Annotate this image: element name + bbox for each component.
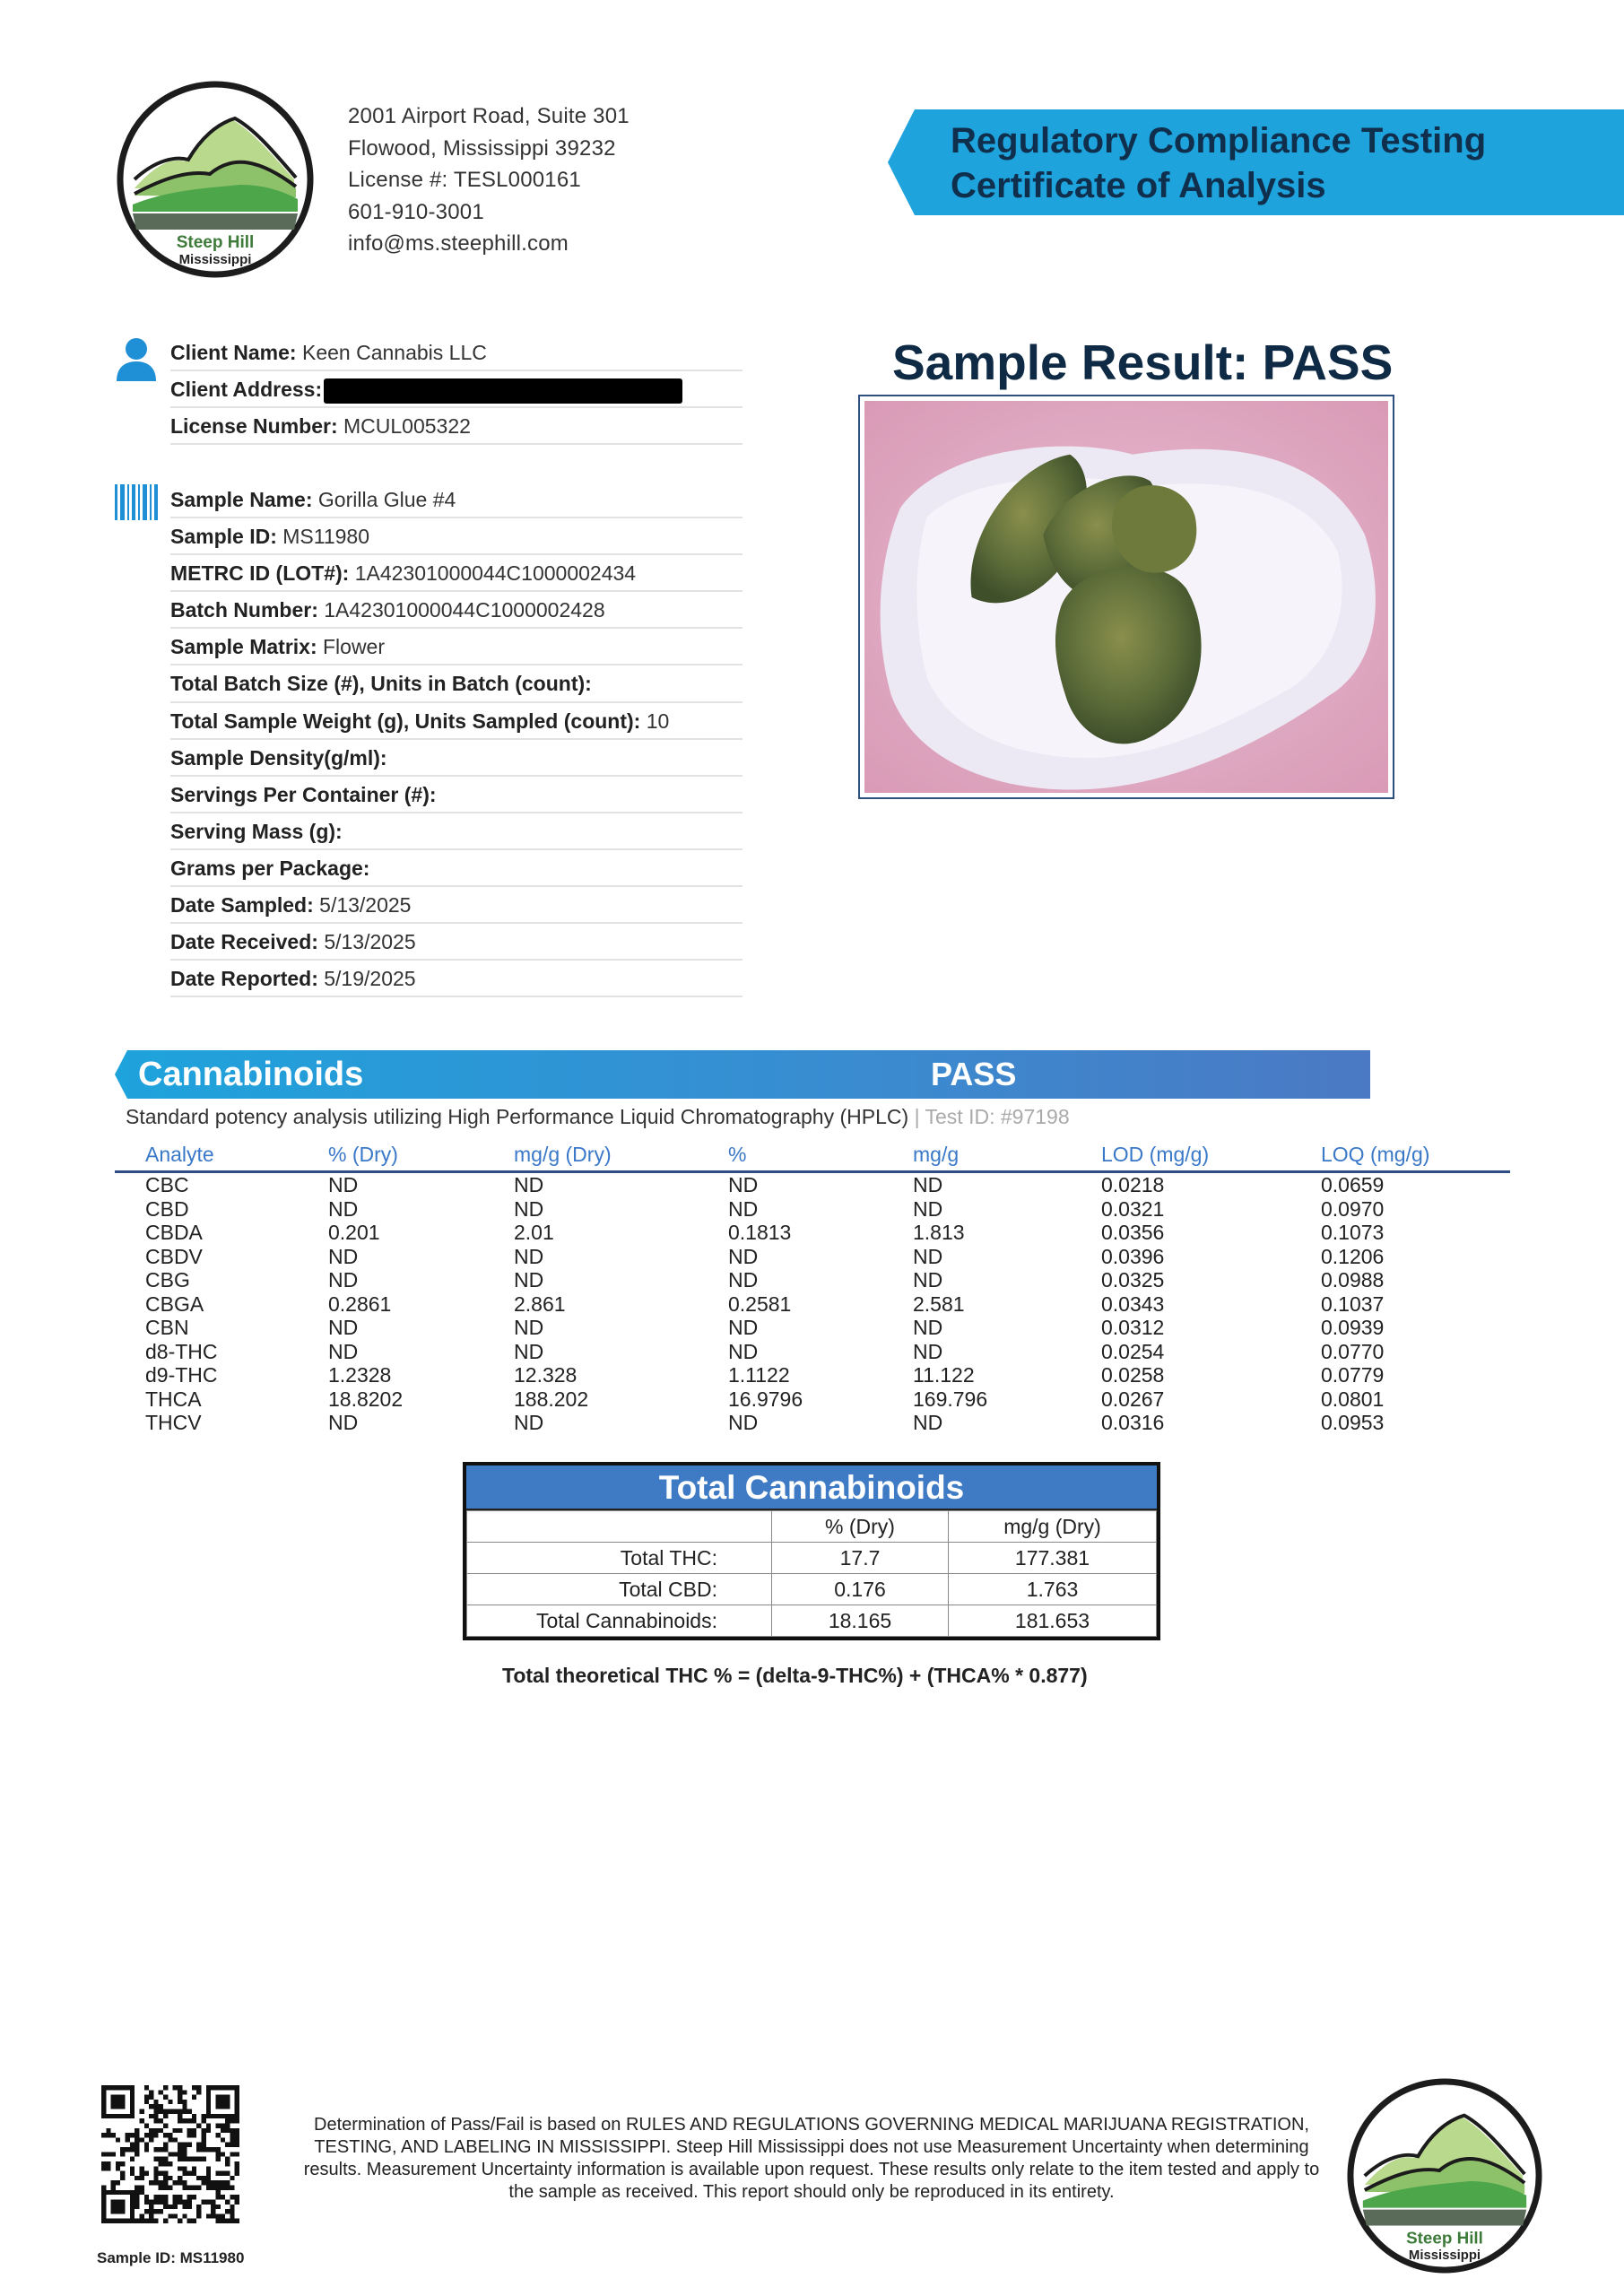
totals-title: Total Cannabinoids [466,1465,1157,1510]
sample-info-row [170,813,743,850]
client-info [170,335,743,445]
field-label: Total Sample Weight (g), Units Sampled (count): [170,709,641,733]
analyte-table [115,1137,1510,1435]
sample-info-row [170,850,743,887]
table-cell: ND [514,1411,544,1434]
table-cell: ND [328,1339,359,1363]
sample-info-row [170,961,743,997]
table-cell: 0.0779 [1321,1363,1385,1387]
field-label: Client Address: [170,378,323,402]
header-title-line2: Certificate of Analysis [951,166,1326,205]
table-cell: 188.202 [514,1387,589,1411]
table-cell: d9-THC [145,1363,218,1387]
table-cell: 181.653 [949,1605,1157,1637]
client-address-row [170,371,743,408]
table-cell: ND [913,1411,943,1434]
table-row [115,1245,1510,1269]
field-value: 1A42301000044C1000002434 [354,561,637,586]
table-cell: ND [913,1196,943,1221]
method-description [126,1105,1070,1129]
column-header: % (Dry) [328,1143,398,1166]
sample-info-row [170,592,743,629]
field-value: MCUL005322 [343,414,471,439]
table-cell: 0.2581 [728,1292,792,1316]
lab-address [348,100,630,260]
table-cell: 0.176 [772,1574,949,1605]
cannabinoids-title: Cannabinoids [138,1056,364,1093]
column-header: % [728,1143,747,1166]
field-label: Client Name: [170,341,297,364]
logo-sub: Mississippi [178,252,252,267]
table-cell: Total CBD: [467,1574,772,1605]
table-cell: 169.796 [913,1387,988,1411]
field-label: Grams per Package: [170,856,370,880]
field-label: Sample Name: [170,488,313,511]
table-cell: 11.122 [913,1363,975,1387]
field-value: MS11980 [282,525,370,549]
column-header: mg/g [913,1143,960,1166]
table-cell: ND [328,1411,359,1434]
table-cell: 0.1037 [1321,1292,1385,1316]
sample-info-row [170,703,743,740]
field-label: License Number: [170,414,338,439]
table-cell: ND [514,1268,544,1292]
sample-info-row [170,665,743,702]
table-cell: ND [728,1339,759,1363]
total-cbd-row [467,1574,1157,1605]
field-value: 5/13/2025 [324,930,416,954]
column-header: LOD (mg/g) [1101,1143,1210,1166]
footer-sample-id: Sample ID: MS11980 [97,2249,245,2266]
table-cell: % (Dry) [772,1511,949,1543]
field-value: 5/13/2025 [319,893,412,918]
table-row [115,1173,1510,1197]
table-cell: ND [328,1196,359,1221]
field-value: 1A42301000044C1000002428 [324,598,605,622]
field-label: Sample ID: [170,525,277,549]
table-header [115,1137,1510,1173]
table-cell: 12.328 [514,1363,578,1387]
logo-name: Steep Hill [176,233,255,252]
table-cell: ND [913,1173,943,1196]
table-cell: ND [728,1316,759,1339]
table-row [115,1363,1510,1387]
table-row [115,1268,1510,1292]
table-cell: 0.0988 [1321,1268,1385,1292]
table-cell: 2.861 [514,1292,566,1316]
table-cell: Total THC: [467,1543,772,1574]
address-line: 2001 Airport Road, Suite 301 [348,104,630,128]
table-cell: 0.2861 [328,1292,392,1316]
table-cell: 0.0254 [1101,1339,1165,1363]
table-cell: 0.0939 [1321,1316,1385,1339]
table-body [115,1173,1510,1435]
table-cell: 16.9796 [728,1387,803,1411]
totals-header-row [467,1511,1157,1543]
field-value: Gorilla Glue #4 [317,488,456,511]
field-value: 5/19/2025 [324,967,416,991]
table-cell: 0.0258 [1101,1363,1165,1387]
lab-logo-footer [1345,2076,1544,2275]
field-value: Flower [323,635,386,659]
field-label: Servings Per Container (#): [170,782,437,806]
table-cell: 0.0343 [1101,1292,1165,1316]
field-label: Serving Mass (g): [170,819,343,843]
table-row [115,1316,1510,1340]
table-row [115,1221,1510,1245]
table-cell: 0.0316 [1101,1411,1165,1434]
thc-formula: Total theoretical THC % = (delta-9-THC%) + (THCA% * 0.877) [502,1664,1088,1687]
cannabinoids-status: PASS [931,1056,1017,1092]
table-cell: 0.0396 [1101,1244,1165,1268]
table-cell: mg/g (Dry) [949,1511,1157,1543]
header-banner [888,109,1624,215]
table-cell: ND [913,1339,943,1363]
table-cell: ND [728,1268,759,1292]
table-cell: Total Cannabinoids: [467,1605,772,1637]
disclaimer: Determination of Pass/Fail is based on RULES AND REGULATIONS GOVERNING MEDICAL MARIJUANA REGISTRATION, TESTING, AND LABELING IN MISSISSIPPI. Steep Hill Mississippi does not use Measurement Uncertainty when determining results. Measurement Uncertainty information is available upon request. These results only relate to the item tested and apply to the sample as received. This report should only be reproduced in its entirety. [303,2115,1320,2202]
sample-info-row [170,555,743,592]
field-label: Date Sampled: [170,893,314,918]
table-cell: ND [328,1173,359,1196]
field-label: Date Received: [170,930,318,954]
table-cell: ND [728,1244,759,1268]
table-cell: 0.0659 [1321,1173,1385,1196]
license-number-row [170,408,743,445]
table-cell: ND [328,1316,359,1339]
field-label: Sample Matrix: [170,635,317,659]
total-cannabinoids-row [467,1605,1157,1637]
table-cell: ND [514,1316,544,1339]
phone-line: 601-910-3001 [348,199,484,224]
table-cell: ND [514,1339,544,1363]
table-cell: 1.813 [913,1221,965,1244]
total-cannabinoids-table [463,1462,1160,1640]
table-cell: 2.01 [514,1221,554,1244]
table-cell: 17.7 [772,1543,949,1574]
field-value: 10 [646,709,670,733]
table-cell: 0.0267 [1101,1387,1165,1411]
table-cell: CBG [145,1268,190,1292]
barcode-icon [115,484,158,520]
column-header: mg/g (Dry) [514,1143,612,1166]
table-row [115,1292,1510,1317]
table-cell: ND [514,1196,544,1221]
table-cell: 0.201 [328,1221,380,1244]
cannabinoids-banner [115,1050,1370,1099]
table-cell: d8-THC [145,1339,218,1363]
logo-name: Steep Hill [1406,2228,1483,2248]
table-cell: CBDV [145,1244,203,1268]
table-row [115,1411,1510,1435]
client-name-row [170,335,743,371]
logo-sub: Mississippi [1408,2248,1481,2264]
table-cell: 0.0356 [1101,1221,1165,1244]
table-cell: 0.1813 [728,1221,792,1244]
field-label: Sample Density(g/ml): [170,745,387,770]
sample-info-row [170,629,743,665]
table-cell: 0.0801 [1321,1387,1385,1411]
field-label: METRC ID (LOT#): [170,561,350,586]
redaction-bar [324,378,682,404]
column-header: Analyte [145,1143,214,1166]
table-cell: ND [913,1316,943,1339]
method-text: Standard potency analysis utilizing High Performance Liquid Chromatography (HPLC) [126,1105,909,1128]
table-row [115,1197,1510,1222]
person-icon [115,336,158,383]
table-cell: ND [913,1268,943,1292]
table-cell: 0.0218 [1101,1173,1165,1196]
table-cell: 0.0312 [1101,1316,1165,1339]
table-cell: CBDA [145,1221,203,1244]
table-cell [467,1511,772,1543]
table-cell: 18.165 [772,1605,949,1637]
table-cell: ND [913,1244,943,1268]
test-id: | Test ID: #97198 [914,1105,1070,1128]
table-cell: 1.2328 [328,1363,392,1387]
sample-info-row [170,740,743,777]
table-cell: 0.0970 [1321,1196,1385,1221]
table-cell: ND [728,1196,759,1221]
field-label: Batch Number: [170,598,318,622]
column-header: LOQ (mg/g) [1321,1143,1430,1166]
table-cell: 1.1122 [728,1363,790,1387]
table-cell: CBD [145,1196,189,1221]
field-label: Total Batch Size (#), Units in Batch (count): [170,672,592,696]
field-value: Keen Cannabis LLC [301,341,487,364]
sample-photo [858,395,1394,799]
table-cell: 0.1206 [1321,1244,1385,1268]
table-cell: 18.8202 [328,1387,404,1411]
sample-info-row [170,482,743,518]
sample-info-row [170,518,743,555]
table-cell: ND [514,1244,544,1268]
header-title-line1: Regulatory Compliance Testing [951,121,1487,161]
table-cell: ND [328,1244,359,1268]
lab-logo [115,79,316,280]
table-row [115,1387,1510,1412]
license-line: License #: TESL000161 [348,168,581,192]
table-cell: CBGA [145,1292,204,1316]
table-cell: 0.0770 [1321,1339,1385,1363]
table-cell: ND [514,1173,544,1196]
total-thc-row [467,1543,1157,1574]
table-cell: 0.0325 [1101,1268,1165,1292]
sample-info-row [170,924,743,961]
table-cell: 177.381 [949,1543,1157,1574]
table-cell: THCV [145,1411,202,1434]
table-cell: 1.763 [949,1574,1157,1605]
table-cell: ND [328,1268,359,1292]
table-cell: ND [728,1173,759,1196]
sample-info-row [170,887,743,924]
table-cell: 2.581 [913,1292,965,1316]
table-cell: 0.1073 [1321,1221,1385,1244]
table-cell: THCA [145,1387,202,1411]
table-cell: ND [728,1411,759,1434]
table-cell: CBC [145,1173,189,1196]
email-line: info@ms.steephill.com [348,231,569,256]
qr-code[interactable] [101,2085,239,2223]
table-row [115,1340,1510,1364]
table-cell: 0.0953 [1321,1411,1385,1434]
table-cell: 0.0321 [1101,1196,1165,1221]
sample-info [170,482,743,997]
table-cell: CBN [145,1316,189,1339]
field-label: Date Reported: [170,967,318,991]
sample-result-title: Sample Result: PASS [892,335,1394,390]
address-line: Flowood, Mississippi 39232 [348,135,616,161]
sample-info-row [170,777,743,813]
